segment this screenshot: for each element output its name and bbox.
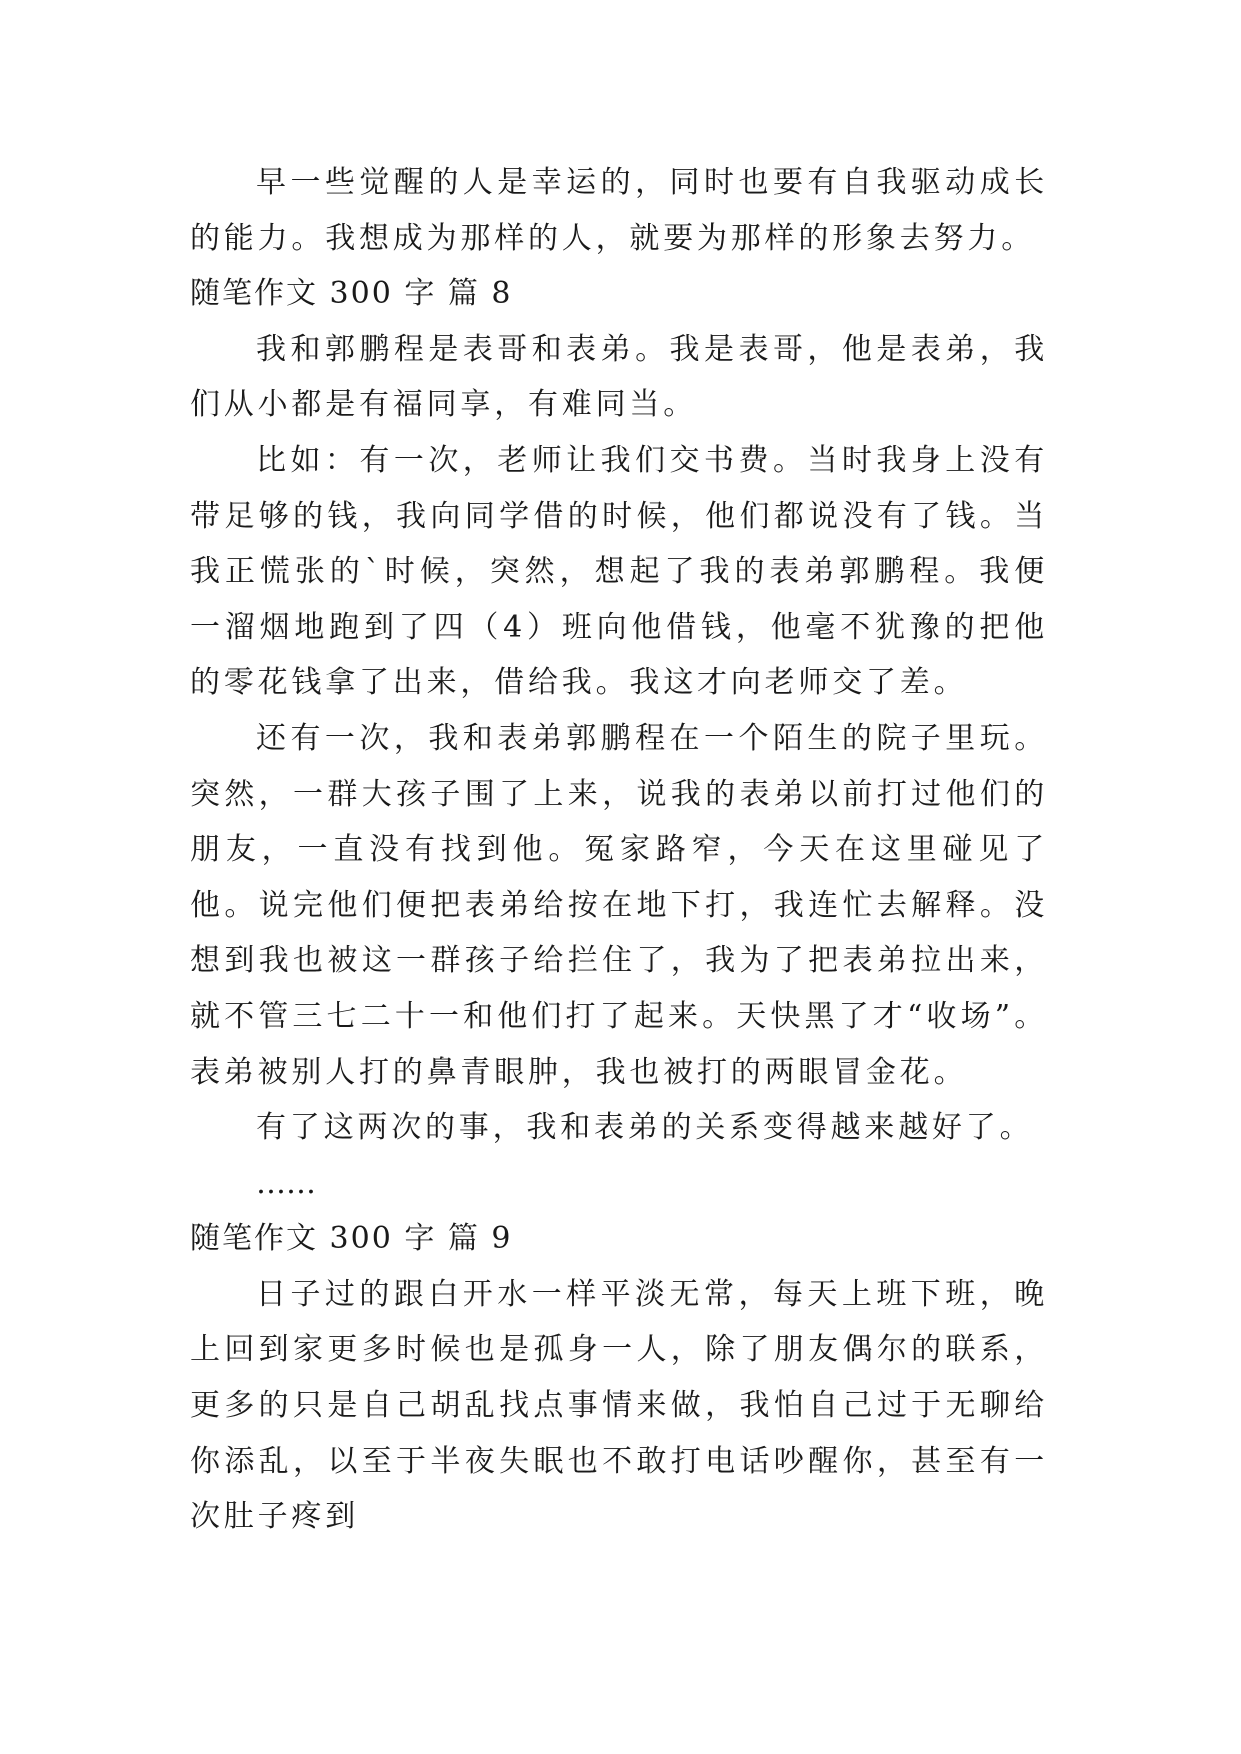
section-heading-8: 随笔作文 300 字 篇 8 bbox=[190, 276, 513, 312]
ellipsis: …… bbox=[256, 1165, 316, 1201]
paragraph-cousins: 我和郭鹏程是表哥和表弟。我是表哥，他是表弟，我们从小都是有福同享，有难同当。 bbox=[190, 331, 1048, 423]
paragraph-relationship: 有了这两次的事，我和表弟的关系变得越来越好了。 bbox=[256, 1110, 1034, 1146]
paragraph-fight: 还有一次，我和表弟郭鹏程在一个陌生的院子里玩。突然，一群大孩子围了上来，说我的表弟以前打过他们的朋友，一直没有找到他。冤家路窄，今天在这里碰见了他。说完他们便把表弟给按在地下打，我连忙去解释。没想到我也被这一群孩子给拦住了，我为了把表弟拉出来，就不管三七二十一和他们打了起来。天快黑了才“收场”。表弟被别人打的鼻青眼肿，我也被打的两眼冒金花。 bbox=[190, 720, 1048, 1090]
paragraph-book-fee: 比如：有一次，老师让我们交书费。当时我身上没有带足够的钱，我向同学借的时候，他们都说没有了钱。当我正慌张的`时候，突然，想起了我的表弟郭鹏程。我便一溜烟地跑到了四（4）班向他借钱，他毫不犹豫的把他的零花钱拿了出来，借给我。我这才向老师交了差。 bbox=[190, 442, 1048, 701]
paragraph-intro: 早一些觉醒的人是幸运的，同时也要有自我驱动成长的能力。我想成为那样的人，就要为那样的形象去努力。 bbox=[190, 165, 1048, 256]
document-page bbox=[190, 155, 1048, 1545]
paragraph-daily-life: 日子过的跟白开水一样平淡无常，每天上班下班，晚上回到家更多时候也是孤身一人，除了朋友偶尔的联系，更多的只是自己胡乱找点事情来做，我怕自己过于无聊给你添乱，以至于半夜失眠也不敢打电话吵醒你，甚至有一次肚子疼到 bbox=[190, 1276, 1048, 1535]
section-heading-9: 随笔作文 300 字 篇 9 bbox=[190, 1221, 513, 1257]
